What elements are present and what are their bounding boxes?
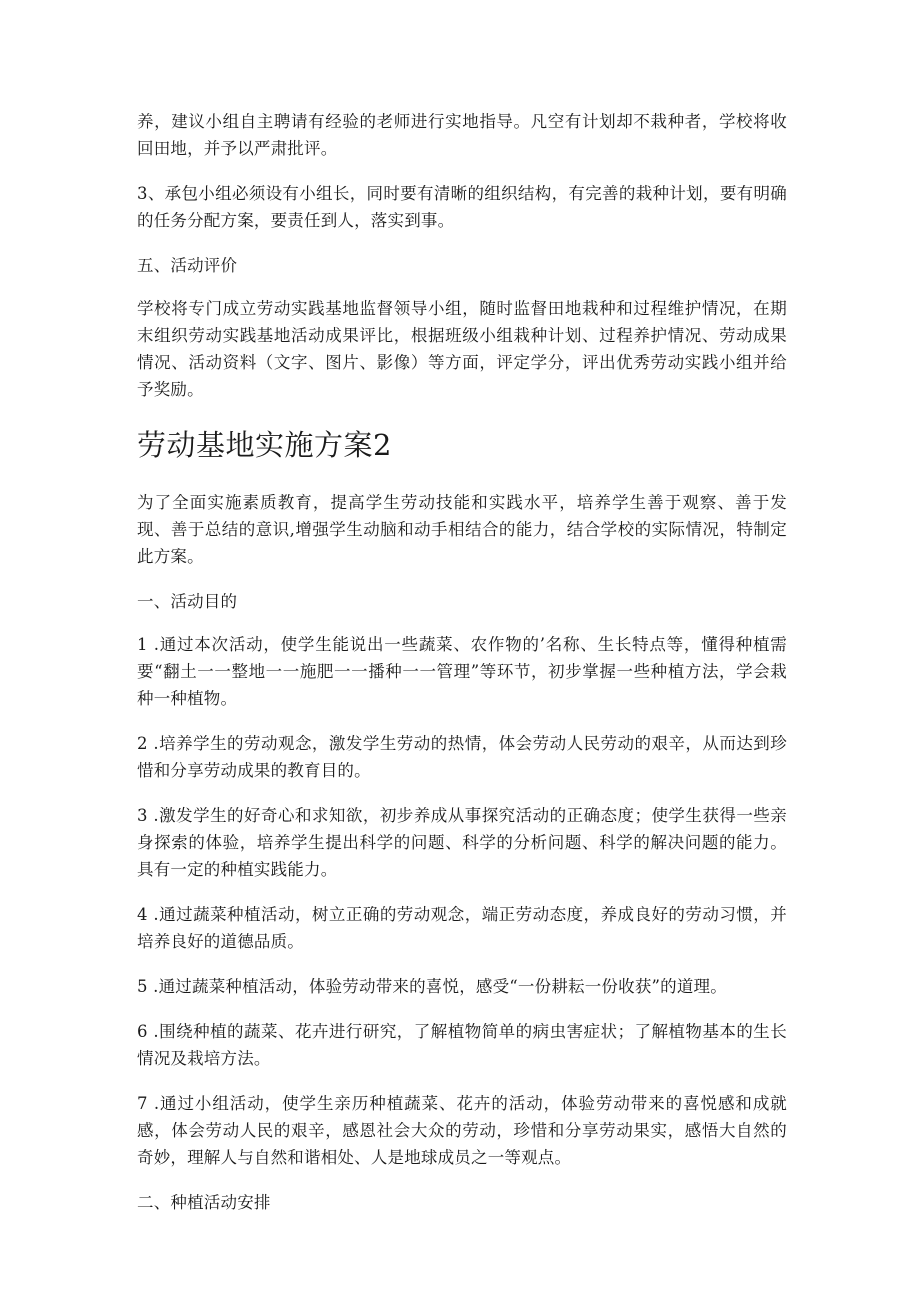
purpose-item-2: 2 .培养学生的劳动观念，激发学生劳动的热情，体会劳动人民劳动的艰辛，从而达到珍惜和分享劳动成果的教育目的。 [137,734,787,780]
paragraph-item-3: 3、承包小组必须设有小组长，同时要有清晰的组织结构，有完善的栽种计划，要有明确的任务分配方案，要责任到人，落实到事。 [137,184,787,230]
purpose-item-1: 1 .通过本次活动，使学生能说出一些蔬菜、农作物的’名称、生长特点等，懂得种植需要“翻土一一整地一一施肥一一播种一一管理”等环节，初步掌握一些种植方法，学会栽种一种植物。 [137,635,787,708]
section-heading-purpose: 一、活动目的 [137,592,238,611]
paragraph-intro: 为了全面实施素质教育，提高学生劳动技能和实践水平，培养学生善于观察、善于发现、善于总结的意识,增强学生动脑和动手相结合的能力，结合学校的实际情况，特制定此方案。 [137,493,787,566]
section-heading-planting: 二、种植活动安排 [137,1193,271,1212]
purpose-item-7: 7 .通过小组活动，使学生亲历种植蔬菜、花卉的活动，体验劳动带来的喜悦感和成就感，体会劳动人民的艰辛，感恩社会大众的劳动，珍惜和分享劳动果实，感悟大自然的奇妙，理解人与自然和谐相处、人是地球成员之一等观点。 [137,1094,787,1167]
purpose-item-6: 6 .围绕种植的蔬菜、花卉进行研究，了解植物简单的病虫害症状；了解植物基本的生长情况及栽培方法。 [137,1022,787,1068]
section-heading-evaluation: 五、活动评价 [137,256,238,275]
paragraph-evaluation: 学校将专门成立劳动实践基地监督领导小组，随时监督田地栽种和过程维护情况，在期末组织劳动实践基地活动成果评比，根据班级小组栽种计划、过程养护情况、劳动成果情况、活动资料（文字、图片、影像）等方面，评定学分，评出优秀劳动实践小组并给予奖励。 [137,299,787,399]
purpose-item-3: 3 .激发学生的好奇心和求知欲，初步养成从事探究活动的正确态度；使学生获得一些亲身探索的体验，培养学生提出科学的问题、科学的分析问题、科学的解决问题的能力。具有一定的种植实践能力。 [137,806,787,879]
purpose-item-5: 5 .通过蔬菜种植活动，体验劳动带来的喜悦，感受“一份耕耘一份收获”的道理。 [137,977,727,996]
document-title: 劳动基地实施方案2 [137,428,392,462]
purpose-item-4: 4 .通过蔬菜种植活动，树立正确的劳动观念，端正劳动态度，养成良好的劳动习惯，并培养良好的道德品质。 [137,905,787,951]
paragraph-continuation: 养，建议小组自主聘请有经验的老师进行实地指导。凡空有计划却不栽种者，学校将收回田地，并予以严肃批评。 [137,112,787,158]
document-body [137,108,787,1234]
